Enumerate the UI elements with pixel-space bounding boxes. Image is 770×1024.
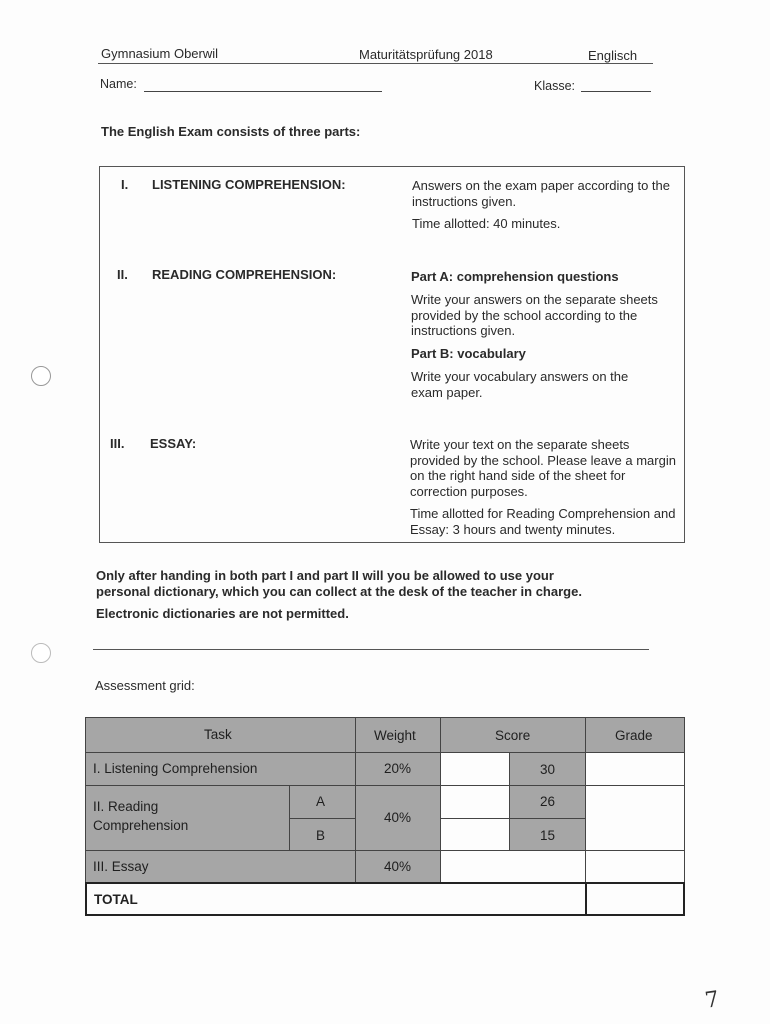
essay-grade-input[interactable] <box>585 850 685 883</box>
class-label: Klasse: <box>534 79 575 93</box>
total-grade-input[interactable] <box>585 882 685 916</box>
part-1-numeral: I. <box>121 177 129 192</box>
part-2a-text: Write your answers on the separate sheets provided by the school according to the instructions given. <box>411 292 658 338</box>
part-3-numeral: III. <box>110 436 125 451</box>
header-weight: Weight <box>374 728 416 743</box>
header-task: Task <box>204 727 232 742</box>
reading-b-label-cell <box>289 818 356 851</box>
reading-b-max-cell <box>509 818 586 851</box>
part-3-title: ESSAY: <box>150 436 197 451</box>
part-1-title: LISTENING COMPREHENSION: <box>152 177 346 192</box>
essay-weight: 40% <box>384 859 412 874</box>
class-field[interactable] <box>581 91 651 92</box>
part-1-instructions: Answers on the exam paper according to the instructions given. <box>412 178 670 209</box>
reading-task-line-1: II. Reading <box>93 799 159 814</box>
reading-a-max-cell <box>509 785 586 819</box>
notice-line-3: Electronic dictionaries are not permitted. <box>96 606 349 621</box>
listening-weight-cell <box>355 752 441 786</box>
listening-task-cell <box>85 752 356 786</box>
listening-max-cell <box>509 752 586 786</box>
reading-weight-cell <box>355 785 441 851</box>
reading-task-cell <box>85 785 290 851</box>
reading-weight: 40% <box>384 810 412 825</box>
essay-task-cell <box>85 850 356 883</box>
name-field[interactable] <box>144 91 382 92</box>
listening-task: I. Listening Comprehension <box>93 761 258 776</box>
reading-b-score-input[interactable] <box>440 818 510 851</box>
total-label: TOTAL <box>94 892 138 907</box>
part-3-time: Time allotted for Reading Comprehension and Essay: 3 hours and twenty minutes. <box>410 506 676 537</box>
punch-hole-top <box>31 366 51 386</box>
part-3-instructions: Write your text on the separate sheets provided by the school. Please leave a margin on the right hand side of the sheet for correction purposes. <box>410 437 676 499</box>
reading-a-label-cell <box>289 785 356 819</box>
reading-a-label: A <box>316 794 326 809</box>
page-mark-text: 7 <box>703 987 721 1014</box>
handwritten-page-mark <box>703 987 720 1014</box>
reading-grade-input[interactable] <box>585 785 685 851</box>
essay-score-input[interactable] <box>440 850 586 883</box>
header-grade: Grade <box>615 728 653 743</box>
header-rule <box>98 63 653 64</box>
notice-line-2: personal dictionary, which you can collect at the desk of the teacher in charge. <box>96 584 582 599</box>
part-1-time: Time allotted: 40 minutes. <box>412 216 561 231</box>
header-task-cell <box>85 717 356 753</box>
reading-a-score-input[interactable] <box>440 785 510 819</box>
header-score: Score <box>495 728 531 743</box>
listening-max: 30 <box>540 762 556 777</box>
reading-task-line-2: Comprehension <box>93 818 189 833</box>
part-2b-title: Part B: vocabulary <box>411 346 526 361</box>
subject: Englisch <box>588 48 638 63</box>
part-2-title: READING COMPREHENSION: <box>152 267 337 282</box>
name-label: Name: <box>100 77 137 91</box>
assessment-grid <box>85 717 685 917</box>
grid-label: Assessment grid: <box>95 678 195 693</box>
punch-hole-bottom <box>31 643 51 663</box>
total-task-cell <box>85 882 587 916</box>
header-grade-cell <box>585 717 685 753</box>
header-score-cell <box>440 717 586 753</box>
listening-score-input[interactable] <box>440 752 510 786</box>
part-2-numeral: II. <box>117 267 128 282</box>
intro-heading: The English Exam consists of three parts: <box>101 124 361 139</box>
listening-grade-input[interactable] <box>585 752 685 786</box>
header-weight-cell <box>355 717 441 753</box>
part-2a-title: Part A: comprehension questions <box>411 269 619 284</box>
essay-task: III. Essay <box>93 859 149 874</box>
part-2b-text: Write your vocabulary answers on the exam paper. <box>411 369 629 400</box>
school-name: Gymnasium Oberwil <box>101 46 219 61</box>
reading-b-label: B <box>316 828 326 843</box>
reading-a-max: 26 <box>540 794 556 809</box>
listening-weight: 20% <box>384 761 412 776</box>
reading-b-max: 15 <box>540 828 556 843</box>
separator-rule <box>93 649 649 650</box>
exam-title: Maturitätsprüfung 2018 <box>359 47 493 62</box>
notice-line-1: Only after handing in both part I and part II will you be allowed to use your <box>96 568 554 583</box>
essay-weight-cell <box>355 850 441 883</box>
